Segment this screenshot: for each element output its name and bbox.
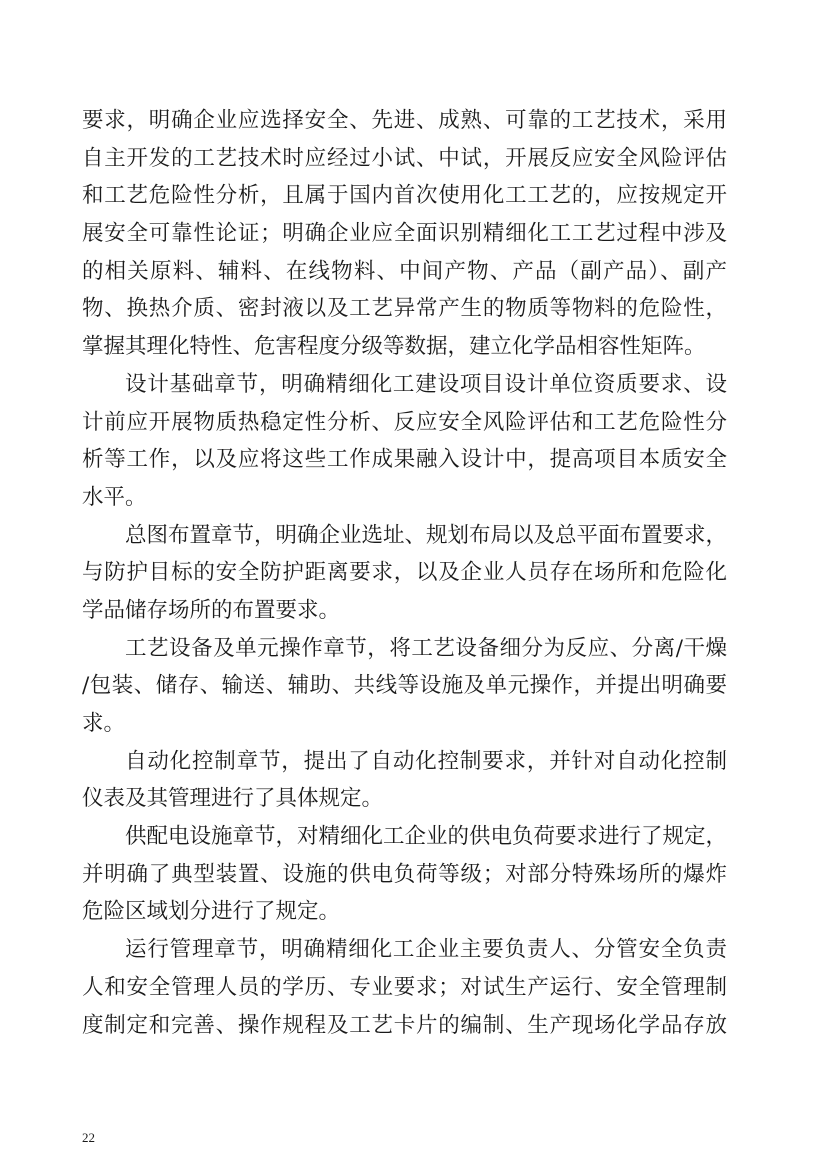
text-line: /包装、储存、输送、辅助、共线等设施及单元操作，并提出明确要 — [82, 673, 727, 699]
text-line: 运行管理章节，明确精细化工企业主要负责人、分管安全负责 — [125, 937, 727, 963]
text-line: 度制定和完善、操作规程及工艺卡片的编制、生产现场化学品存放 — [82, 1012, 727, 1038]
text-line: 的相关原料、辅料、在线物料、中间产物、产品（副产品）、副产 — [82, 258, 727, 284]
text-line: 自动化控制章节，提出了自动化控制要求，并针对自动化控制 — [125, 748, 727, 774]
text-line: 析等工作，以及应将这些工作成果融入设计中，提高项目本质安全 — [82, 447, 727, 473]
text-line: 要求，明确企业应选择安全、先进、成熟、可靠的工艺技术，采用 — [82, 108, 727, 133]
text-line: 危险区域划分进行了规定。 — [82, 899, 341, 925]
text-line: 掌握其理化特性、危害程度分级等数据，建立化学品相容性矩阵。 — [82, 334, 706, 360]
text-line: 仪表及其管理进行了具体规定。 — [82, 786, 384, 812]
text-line: 供配电设施章节，对精细化工企业的供电负荷要求进行了规定， — [125, 824, 727, 850]
text-line: 总图布置章节，明确企业选址、规划布局以及总平面布置要求， — [125, 522, 727, 548]
text-line: 自主开发的工艺技术时应经过小试、中试，开展反应安全风险评估 — [82, 145, 727, 171]
text-line: 学品储存场所的布置要求。 — [82, 597, 341, 623]
text-line: 与防护目标的安全防护距离要求，以及企业人员存在场所和危险化 — [82, 560, 727, 586]
text-line: 工艺设备及单元操作章节，将工艺设备细分为反应、分离/干燥 — [125, 635, 727, 661]
text-line: 水平。 — [82, 484, 147, 510]
text-line: 求。 — [82, 711, 126, 736]
text-line: 并明确了典型装置、设施的供电负荷等级；对部分特殊场所的爆炸 — [82, 861, 727, 887]
text-line: 设计基础章节，明确精细化工建设项目设计单位资质要求、设 — [125, 371, 727, 397]
body-text — [82, 102, 727, 1044]
text-line: 物、换热介质、密封液以及工艺异常产生的物质等物料的危险性， — [82, 296, 727, 322]
text-line: 展安全可靠性论证；明确企业应全面识别精细化工工艺过程中涉及 — [82, 221, 727, 247]
text-line: 人和安全管理人员的学历、专业要求；对试生产运行、安全管理制 — [82, 974, 727, 1000]
page-number: 22 — [82, 1130, 95, 1145]
text-line: 和工艺危险性分析，且属于国内首次使用化工工艺的，应按规定开 — [82, 183, 727, 209]
text-line: 计前应开展物质热稳定性分析、反应安全风险评估和工艺危险性分 — [82, 409, 727, 435]
